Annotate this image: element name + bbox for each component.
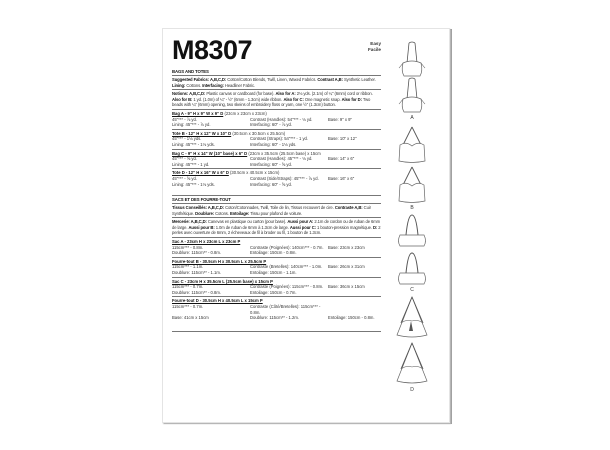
difficulty-en: Easy [370,41,381,46]
divider [172,89,381,90]
divider [172,75,381,76]
divider [172,109,381,110]
section-title-fr: SACS ET DES FOURRE-TOUT [172,197,231,203]
view-block-fr-c: Sac C - 23cm H x 35.5cm L (25.5cm base) x 15cm P 115cm*** - 0.7m. Contraste (Poignées): 115cm*** - 0.8m. Base: 36cm x 15cm Doublure: 115cm** - 0.8m. Entoilage: 150cm - 0.7m. [172,278,365,295]
view-block-en-b: Tote B - 12" H x 12" W x 10" D (30.5cm x 30.5cm x 25.5cm) 45"*** - 1⅛ yds. Contrast (Straps): 54"*** - 1 yd. Base: 10" x 12" Lining: 45"*** - 1⅛ yds. Interfacing: 60" - 1⅛ yds. [172,130,357,147]
notions-paragraph: Notions: A,B,C,D: Plastic canvas or cardboard (for base). Also for A: 2⅛ yds. (2.1m) of ¼" (6mm) cord or ribbon. Also for B: 1 yd. (1.0m) of ¼" - ½" (6mm - 1.3cm) wide ribbon. Also for C: One magnetic snap. Also for D: Two beads with ¼" (6mm) opening, two skeins of embroidery floss or yarn, one ½" (1.3cm) button. [172,91,373,108]
view-block-fr-b: Fourre-tout B - 30.5cm H x 30.5cm L x 25.5cm P 115cm*** - 1.1m. Contraste (Bretelles): 140cm*** - 1.0m. Base: 26cm x 31cm Doublure: 115cm** - 1.1m. Entoilage: 150cm - 1.1m. [172,258,365,276]
bag-a-illustration-2 [397,77,427,115]
view-block-en-c: Bag C - 9" H x 14" W (10" base) x 6" D (23cm x 35.5cm (25.5cm base) x 15cm 45"*** - ⅝ yd. Contrast (Handles): 45"*** - ⅛ yd. Base: 14" x 6" Lining: 45"*** - 1 yd. Interfacing: 60" - ⅝ yd. [172,150,355,167]
bag-c-illustration-2 [395,251,429,287]
header [172,37,381,63]
view-block-fr-a: Sac A - 23cm H x 23cm L x 23cm P 115cm*** - 0.8m. Contraste (Poignées): 140cm*** - 0.7m. Base: 23cm x 23cm Doublure: 115cm** - 0.8m. Entoilage: 150cm - 0.8m. [172,239,365,256]
view-block-en-d: Tote D - 12" H x 16" W x 6" D (30.5cm x 40.5cm x 15cm) 45"*** - ⅝ yd. Contrast (Side/Straps): 45"*** - ⅞ yd. Base: 16" x 6" Lining: 45"*** - 1⅛ yds. Interfacing: 60" - ⅝ yd. [172,170,355,187]
divider [172,296,381,297]
notions-paragraph-fr: Mercerie: A,B,C,D: Canevas en plastique ou carton (pour base). Aussi pour A: 2.1m de cordon ou de ruban de 6mm de large. Aussi pour B: 1.0m de ruban de 6mm à 1.3cm de large. Aussi pour C: 1 bouton-pression magnétique. D: 2 perles avec ouverture de 6mm, 2 écheveaux de fil à broder ou fil, 1 bouton de 1.3cm. [172,219,381,236]
bag-a-illustration-1 [397,41,427,79]
divider [172,203,381,204]
divider [172,195,381,196]
view-label-d: D [410,387,414,393]
view-block-fr-d: Fourre-tout D - 30.5cm H x 40.5cm L x 15cm P 115cm*** - 0.7m. Contraste (Côté/Bretelles): 115cm*** - 0.8m. Base: 41cm x 15cm Doublure: 115cm** - 1.2m. Entoilage: 150cm - 0.8m. [172,298,375,321]
pattern-number: M8307 [172,35,253,65]
divider [172,237,381,238]
view-label-a: A [410,115,414,121]
difficulty-fr: Facile [367,46,381,52]
section-title-en: BAGS AND TOTES [172,69,209,74]
divider [172,331,381,332]
divider [172,277,381,278]
bag-d-illustration-2 [393,341,431,387]
bag-b-illustration-1 [395,125,429,165]
view-block-en-a: Bag A - 9" H x 9" W x 9" D (23cm x 23cm x 23cm) 45"*** - ⅞ yd. Contrast (Handles): 54"*** - ⅛ yd. Base: 9" x 9" Lining: 45"*** - ⅞ yd. Interfacing: 60" - ⅞ yd. [172,110,352,128]
view-label-b: B [410,205,414,211]
bag-b-illustration-2 [395,165,429,205]
divider [172,129,381,130]
bag-c-illustration-1 [395,213,429,249]
difficulty-label [368,41,381,52]
fabrics-paragraph-fr: Tissus Conseillés: A,B,C,D: Coton/Cotonnades, Twill, Toile de lin, Tissus recouvert de cire. Contraste A,B: Cuir Synthétique. Doublure: Cotons. Entoilage: Tissu pour plafond de voiture. [172,205,371,216]
divider [172,149,381,150]
fabrics-paragraph: Suggested Fabrics: A,B,C,D: Cotton/Cotton Blends, Twill, Linen, Waxed Fabrics. Contrast A,B: Synthetic Leather. Lining: Cottons. Interfacing: Headliner Fabric. [172,77,376,88]
view-label-c: C [410,287,414,293]
bag-d-illustration-1 [393,295,431,341]
divider [172,257,381,258]
divider [172,168,381,169]
text-column [172,37,381,332]
divider [172,217,381,218]
pattern-envelope-page [162,28,450,423]
